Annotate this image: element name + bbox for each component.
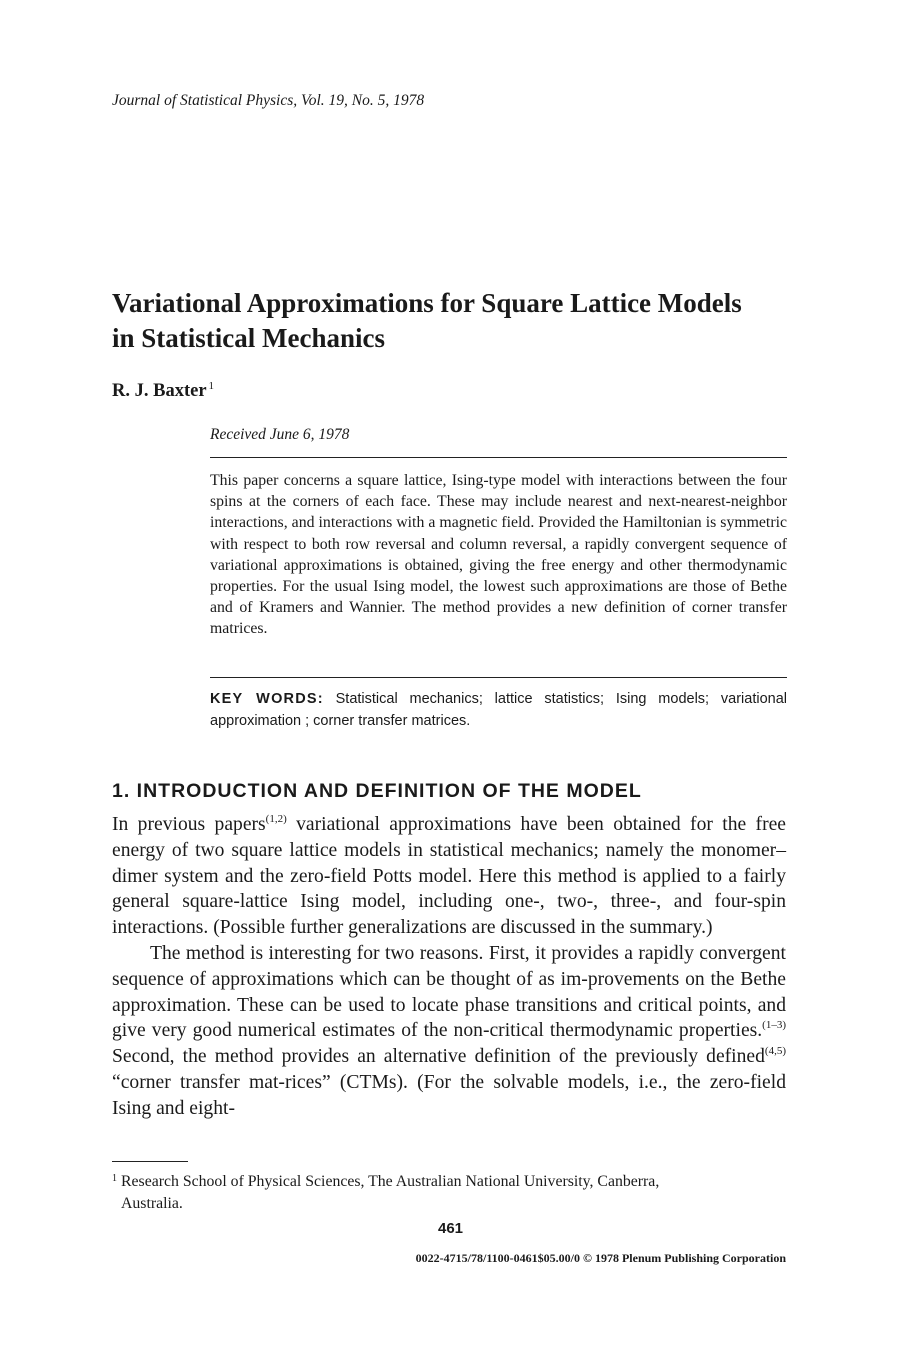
paper-title-line-2: in Statistical Mechanics [112, 323, 385, 353]
received-date: Received June 6, 1978 [210, 426, 350, 443]
paragraph-2-text-c: “corner transfer mat-rices” (CTMs). (For the solvable models, i.e., the zero-field Ising and eight- [112, 1071, 786, 1119]
footnote-mark: 1 [112, 1173, 117, 1184]
footnote-line-1 [112, 1168, 786, 1193]
paragraph-1-text-b: variational approximations have been obtained for the free energy of two square lattice models in statistical mechanics; namely the monomer–dimer system and the zero-field Potts model. Here this method is applied to a fairly general square-lattice Ising model, including one-, two-, three-, and four-spin interactions. (Possible further generalizations are discussed in the summary.) [112, 814, 786, 939]
footnote [112, 1168, 786, 1214]
paragraph-1 [112, 812, 786, 941]
copyright-line: 0022-4715/78/1100-0461$05.00/0 © 1978 Plenum Publishing Corporation [415, 1251, 786, 1265]
citation-ref: (4,5) [764, 1045, 786, 1058]
paper-title-line-1: Variational Approximations for Square Lattice Models [112, 288, 742, 318]
abstract: This paper concerns a square lattice, Ising-type model with interactions between the four spins at the corners of each face. These may include nearest and next-nearest-neighbor interactions, and interactions with a magnetic field. Provided the Hamiltonian is symmetric with respect to both row reversal and column reversal, a rapidly convergent sequence of variational approximations is obtained, giving the free energy and other thermodynamic properties. For the usual Ising model, the lowest such approximations are those of Bethe and of Kramers and Wannier. The method provides a new definition of corner transfer matrices. [210, 472, 787, 638]
citation-ref: (1–3) [762, 1019, 786, 1032]
paragraph-2 [112, 941, 786, 1122]
body-text [112, 812, 786, 1122]
footnote-text-1: Research School of Physical Sciences, The Australian National University, Canberra, [121, 1173, 660, 1190]
footnote-line-2: Australia. [121, 1194, 183, 1212]
author-name: R. J. Baxter [112, 381, 207, 401]
keywords-label: KEY WORDS: [210, 691, 324, 707]
author-line [112, 380, 214, 402]
keywords-text: Statistical mechanics; lattice statistics; Ising models; variational approximation ; corner transfer matrices. [210, 691, 787, 729]
paragraph-1-text-a: In previous papers [112, 814, 266, 835]
citation-ref: (1,2) [265, 813, 287, 825]
abstract-top-rule [210, 457, 787, 458]
paragraph-2-text-a: The method is interesting for two reasons. First, it provides a rapidly convergent sequence of approximations which can be thought of as im-provements on the Bethe approximation. These can be used to locate phase transitions and critical points, and give very good numerical estimates of the non-critical thermodynamic properties. [112, 942, 786, 1042]
journal-citation: Journal of Statistical Physics, Vol. 19, No. 5, 1978 [112, 92, 425, 109]
abstract-bottom-rule [210, 677, 787, 678]
section-heading: 1. INTRODUCTION AND DEFINITION OF THE MODEL [112, 780, 642, 802]
footnote-rule [112, 1161, 188, 1162]
paper-title [112, 286, 812, 356]
keywords [210, 689, 787, 732]
paragraph-2-text-b: Second, the method provides an alternative definition of the previously defined [112, 1046, 765, 1068]
page-number: 461 [437, 1220, 464, 1237]
author-footnote-mark: 1 [208, 380, 215, 392]
